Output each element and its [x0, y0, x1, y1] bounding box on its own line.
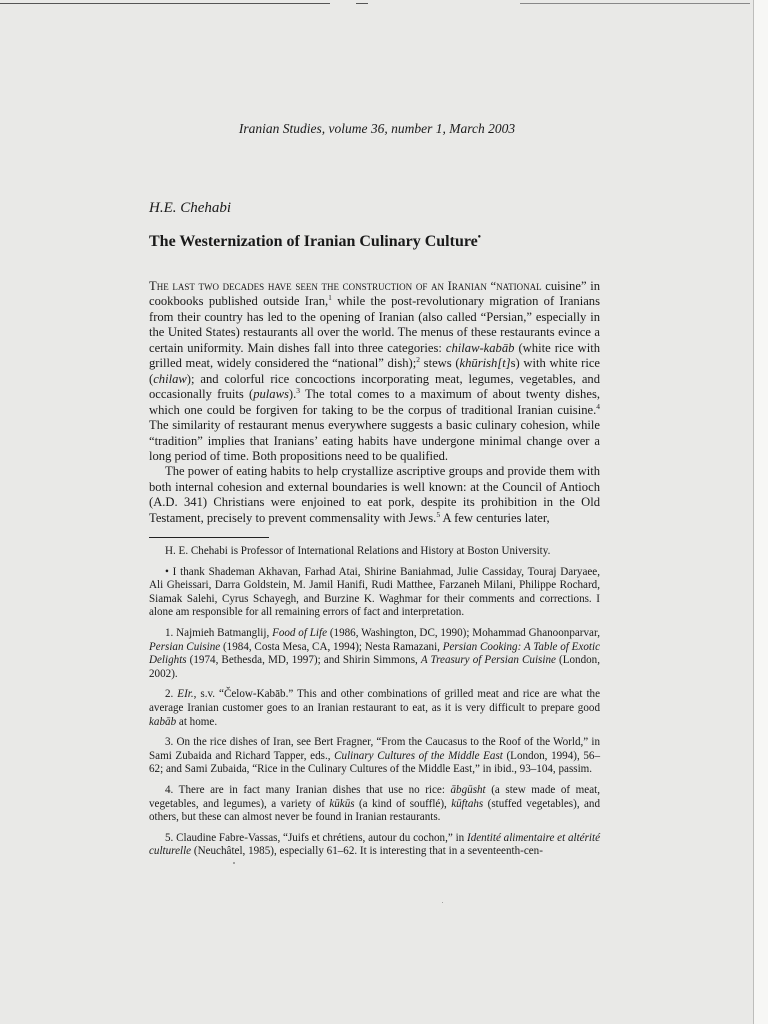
text-run: s) with white rice (: [149, 356, 600, 386]
text-run: 1. Najmieh Batmanglij,: [165, 626, 273, 639]
text-run: , s.v. “Čelow-Kabāb.” This and other combinations of grilled meat and rice are what the average Iranian customer goes to an Iranian restaurant to eat, as it is very difficult to prepare good: [149, 688, 601, 714]
italic-text: pulaws: [253, 387, 289, 402]
body-paragraph: [149, 279, 600, 464]
text-run: ); and colorful rice concoctions incorporating meat, legumes, vegetables, and occasionally fruits (: [149, 371, 600, 402]
text-run: (Neuchâtel, 1985), especially 61–62. It is interesting that in a seventeenth-cen-: [191, 845, 543, 858]
italic-text: Persian Cooking: A Table of Exotic Delights: [149, 640, 601, 667]
text-run: The similarity of restaurant menus everywhere suggests a basic culinary cohesion, while “tradition” implies that Iranians’ eating habits have undergone minimal change over a long period of time. Both propositions need to be qualified.: [149, 418, 600, 463]
footnote-ref: 4: [596, 401, 600, 411]
journal-citation: Iranian Studies, volume 36, number 1, March 2003: [238, 121, 516, 136]
footnote-ref: 1: [328, 293, 332, 303]
italic-text: A Treasury of Persian Cuisine: [420, 654, 556, 667]
footnote-ref: 2: [416, 355, 420, 365]
text-run: (London, 1994), 56–62; and Sami Zubaida, “Rice in the Culinary Cultures of the Middle East,” in ibid., 93–104, passim.: [149, 749, 600, 776]
text-run: (1984, Costa Mesa, CA, 1994); Nesta Ramazani,: [220, 640, 443, 653]
text-run: at home.: [176, 715, 218, 728]
author-name: H.E. Chehabi: [149, 200, 232, 216]
footnote-ref: 3: [296, 385, 300, 395]
footnote: [149, 545, 600, 559]
footnote: [149, 688, 600, 729]
footnotes: [149, 545, 600, 866]
italic-text: kūftahs: [451, 797, 484, 810]
footnote-rule: [149, 537, 269, 538]
text-run: (a stew made of meat, vegetables, and legumes), a variety of: [149, 783, 600, 810]
footnote: [149, 784, 600, 825]
body-paragraph: [149, 464, 600, 526]
footnote: [149, 627, 600, 681]
scan-speck: [233, 862, 235, 864]
italic-text: chilaw: [153, 371, 187, 386]
text-run: (a kind of soufflé),: [354, 797, 452, 810]
italic-text: Culinary Cultures of the Middle East: [334, 749, 503, 762]
italic-text: kūkūs: [329, 797, 355, 810]
footnote-ref: 5: [436, 509, 441, 519]
text-run: H. E. Chehabi is Professor of International Relations and History at Boston University.: [165, 545, 551, 557]
text-run: 2.: [165, 688, 178, 701]
article-body: [149, 279, 600, 526]
italic-text: Identité alimentaire et altérité culturelle: [149, 831, 601, 858]
text-run: (1986, Washington, DC, 1990); Mohammad Ghanoonparvar,: [327, 626, 600, 639]
text-run: The last two decades have seen the construction of an Iranian “national: [149, 279, 542, 293]
footnote: [149, 832, 600, 859]
italic-text: Persian Cuisine: [149, 640, 221, 653]
text-run: (white rice with grilled meat, widely considered the “national” dish);: [149, 340, 600, 371]
text-run: ).: [288, 387, 297, 402]
text-run: cuisine” in cookbooks published outside Iran,: [149, 279, 600, 309]
scan-speck: [442, 902, 443, 903]
text-run: (1974, Bethesda, MD, 1997); and Shirin Simmons,: [186, 654, 421, 667]
text-run: 5. Claudine Fabre-Vassas, “Juifs et chrétiens, autour du cochon,” in: [165, 831, 467, 844]
footnote: [149, 566, 600, 620]
text-run: 4. There are in fact many Iranian dishes that use no rice:: [165, 783, 451, 796]
article-title-text: The Westernization of Iranian Culinary Culture: [149, 233, 478, 250]
text-run: The power of eating habits to help crystallize ascriptive groups and provide them with both internal cohesion and external boundaries is well known: at the Council of Antioch (A.D. 341) Christians were enjoined to eat pork, despite its prohibition in the Old Testament, precisely to prevent commensality with Jews.: [149, 464, 600, 525]
italic-text: EIr.: [177, 688, 194, 701]
text-run: 3. On the rice dishes of Iran, see Bert Fragner, “From the Caucasus to the Roof of the World,” in Sami Zubaida and Richard Tapper, eds.,: [149, 736, 600, 762]
italic-text: ābgūsht: [450, 783, 486, 796]
text-run: stews (: [419, 356, 460, 371]
text-run: while the post-revolutionary migration of Iranians from their country has led to the opening of Iranian (also called “Persian,” especially in the United States) restaurants all over the world. The menus of these restaurants evince a certain uniformity. Main dishes fall into three categories:: [149, 294, 600, 355]
italic-text: kabāb: [149, 715, 177, 728]
italic-text: khūrish[t]: [459, 356, 511, 371]
text-run: The total comes to a maximum of about twenty dishes, which one could be forgiven for taking to be the corpus of traditional Iranian cuisine.: [149, 387, 600, 417]
text-run: A few centuries later,: [440, 510, 550, 525]
text-run: (London, 2002).: [149, 654, 600, 680]
italic-text: chilaw-kabāb: [445, 340, 515, 355]
title-footnote-mark: •: [477, 231, 481, 242]
page-edge: [753, 0, 768, 1024]
italic-text: Food of Life: [272, 626, 328, 639]
article-title: [149, 233, 481, 251]
text-run: (stuffed vegetables), and others, but these can almost never be found in Iranian restaurants.: [149, 797, 600, 824]
footnote: [149, 736, 600, 777]
text-run: • I thank Shademan Akhavan, Farhad Atai, Shirine Baniahmad, Julie Cassiday, Touraj Daryaee, Ali Gheissari, Darra Goldstein, M. Jamil Hanifi, Rudi Matthee, Farzaneh Milani, Philippe Rochard, Siamak Salehi, Cyrus Schayegh, and Burzine K. Waghmar for their comments and corrections. I alone am responsible for all remaining errors of fact and interpretation.: [149, 565, 600, 619]
